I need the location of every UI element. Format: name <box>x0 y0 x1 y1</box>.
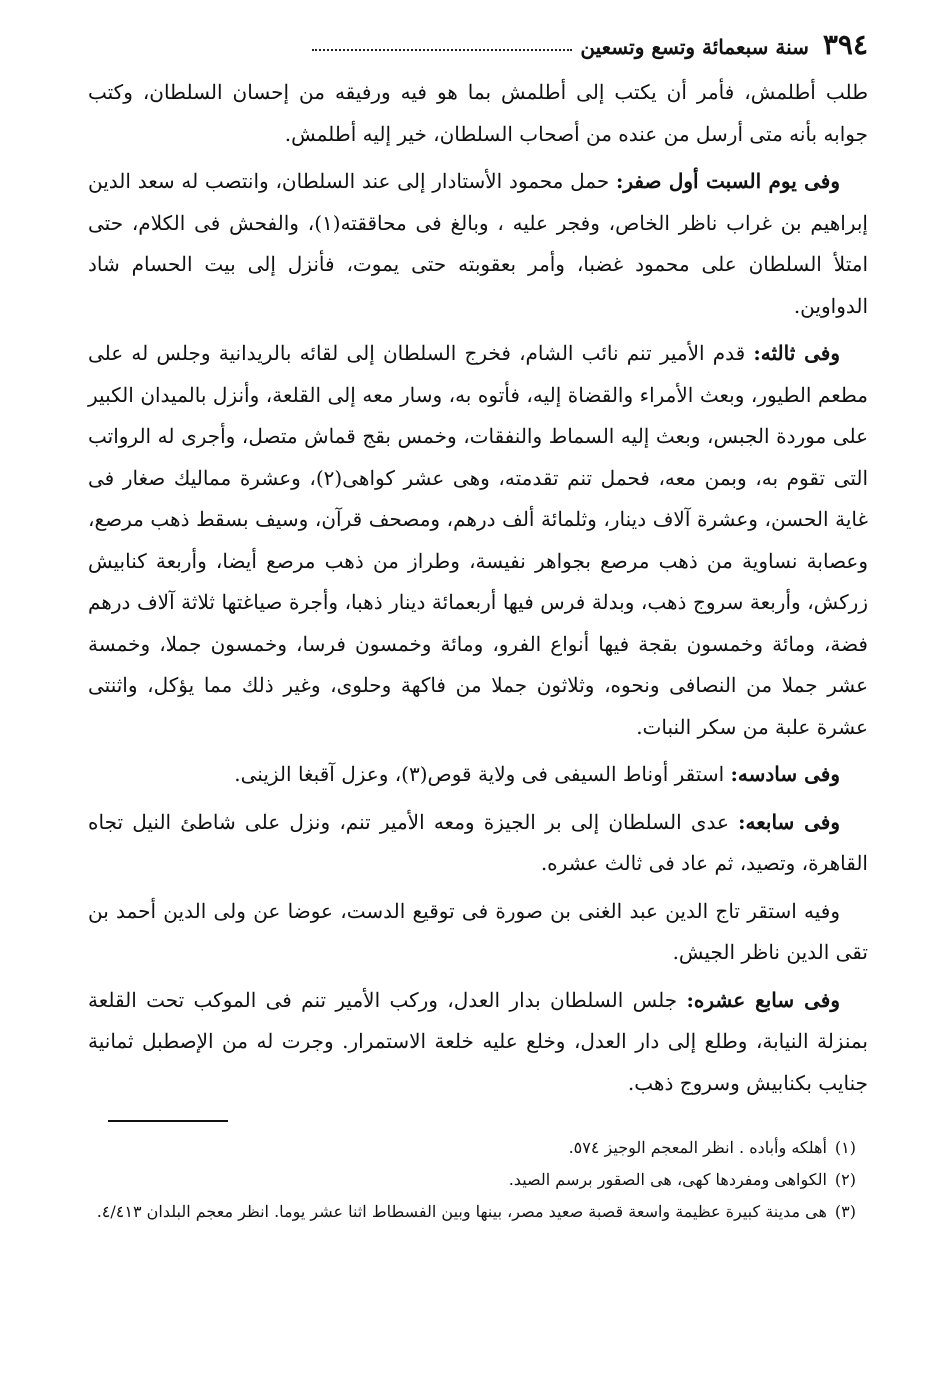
footnotes <box>88 1132 868 1228</box>
footnote <box>88 1132 868 1164</box>
paragraph-lead: وفى سادسه: <box>730 762 840 786</box>
footnote <box>88 1164 868 1196</box>
paragraph <box>88 802 868 885</box>
paragraph-text: عدى السلطان إلى بر الجيزة ومعه الأمير تنم، ونزل على شاطئ النيل تجاه القاهرة، وتصيد، ثم عاد فى ثالث عشره. <box>88 809 868 875</box>
paragraph <box>88 333 868 748</box>
page-number: ٣٩٤ <box>822 28 868 61</box>
dotted-leader <box>312 49 572 51</box>
paragraph-text: استقر أوناط السيفى فى ولاية قوص(٣)، وعزل آقبغا الزينى. <box>234 762 731 786</box>
paragraph-lead: وفى يوم السبت أول صفر: <box>615 169 841 193</box>
book-page <box>88 28 868 1228</box>
footnote-number: (٢) <box>834 1170 856 1189</box>
paragraph-lead: وفى ثالثه: <box>753 341 840 365</box>
paragraph-lead: وفى سابعه: <box>738 809 840 834</box>
paragraph <box>88 980 868 1105</box>
paragraph-text: قدم الأمير تنم نائب الشام، فخرج السلطان إلى لقائه بالريدانية وجلس له على مطعم الطيور، وبعث الأمراء والقضاة إليه، فأتوه به، وسار معه إلى القلعة، وأنزل بالميدان الكبير على موردة الجبس، وبعث إليه السماط والنفقات، وخمس بقج قماش متصل، وأجرى له الرواتب التى تقوم به، وبمن معه، فحمل تنم تقدمته، وهى عشر كواهى(٢)، وعشرة مماليك صغار فى غاية الحسن، وعشرة آلاف دينار، وثلمائة ألف درهم، ومصحف قرآن، وسيف بسقط ذهب مرصع، وعصابة نساوية من ذهب مرصع بجواهر نفيسة، وطراز من ذهب مرصع أيضا، وأربعة كنابيش زركش، وأربعة سروج ذهب، وبدلة فرس فيها أربعمائة دينار ذهبا، وأجرة صياغتها ثلاثة آلاف درهم فضة، ومائة وخمسون بقجة فيها أنواع الفرو، ومائة وخمسون فرسا، وخمسون جملا، وخمسة عشر جملا من النصافى ونحوه، وثلاثون جملا من فاكهة وحلوى، وغير ذلك مما يؤكل، واثنتى عشرة علبة من سكر النبات. <box>88 341 869 739</box>
paragraph-text: جلس السلطان بدار العدل، وركب الأمير تنم فى الموكب تحت القلعة بمنزلة النيابة، وطلع إلى دار العدل، وخلع عليه خلعة الاستمرار. وجرت له من الإصطبل ثمانية جنايب بكنابيش وسروج ذهب. <box>88 987 868 1095</box>
paragraph-text: وفيه استقر تاج الدين عبد الغنى بن صورة فى توقيع الدست، عوضا عن ولى الدين أحمد بن تقى الدين ناظر الجيش. <box>88 898 868 964</box>
footnote-number: (٣) <box>834 1202 856 1221</box>
paragraph <box>88 72 868 155</box>
body-text <box>88 72 868 1104</box>
page-header <box>88 28 868 72</box>
paragraph <box>88 891 868 974</box>
footnote-number: (١) <box>834 1138 856 1157</box>
paragraph-text: طلب أطلمش، فأمر أن يكتب إلى أطلمش بما هو فيه ورفيقه من إحسان السلطان، وكتب جوابه بأنه متى أرسل من عنده من أصحاب السلطان، خير إليه أطلمش. <box>88 80 868 146</box>
running-title: سنة سبعمائة وتسع وتسعين <box>580 35 809 59</box>
paragraph <box>88 161 868 327</box>
footnote <box>88 1196 868 1228</box>
footnote-text: أهلكه وأباده . انظر المعجم الوجيز ٥٧٤. <box>568 1138 827 1157</box>
footnote-text: الكواهى ومفردها كهى، هى الصقور برسم الصيد. <box>508 1170 827 1189</box>
footnote-text: هى مدينة كبيرة عظيمة واسعة قصبة صعيد مصر، بينها وبين الفسطاط اثنا عشر يوما. انظر معجم البلدان ٤/٤١٣. <box>96 1202 827 1221</box>
paragraph <box>88 754 868 796</box>
footnote-separator <box>108 1120 228 1122</box>
paragraph-lead: وفى سابع عشره: <box>686 987 840 1012</box>
paragraph-text: حمل محمود الأستادار إلى عند السلطان، وانتصب له سعد الدين إبراهيم بن غراب ناظر الخاص، وفجر عليه ، وبالغ فى محاققته(١)، والفحش فى الكلام، حتى امتلأ السلطان على محمود غضبا، وأمر بعقوبته حتى يموت، فأنزل إلى بيت الحسام شاد الدواوين. <box>88 169 869 318</box>
